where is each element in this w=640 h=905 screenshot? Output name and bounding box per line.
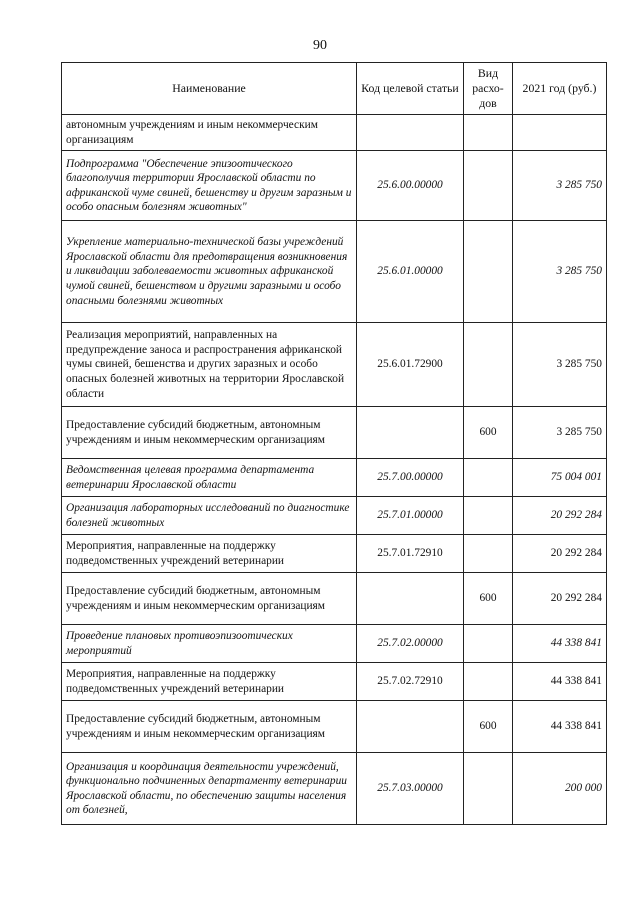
- row-type-cell: [464, 663, 513, 701]
- row-code-cell: 25.7.01.72910: [357, 535, 464, 573]
- row-type-cell: 600: [464, 407, 513, 459]
- row-type-cell: 600: [464, 573, 513, 625]
- row-amount-cell: 3 285 750: [513, 151, 607, 221]
- table-body: [62, 115, 607, 825]
- table-row: [62, 753, 607, 825]
- row-amount-cell: 44 338 841: [513, 701, 607, 753]
- table-row: [62, 151, 607, 221]
- row-code-cell: 25.7.00.00000: [357, 459, 464, 497]
- row-amount-cell: 20 292 284: [513, 497, 607, 535]
- row-type-cell: [464, 151, 513, 221]
- row-name-cell: Предоставление субсидий бюджетным, автономным учреждениям и иным некоммерческим организациям: [62, 407, 357, 459]
- table-row: [62, 535, 607, 573]
- header-amount: 2021 год (руб.): [513, 63, 607, 115]
- row-code-cell: [357, 115, 464, 151]
- row-code-cell: 25.6.01.00000: [357, 221, 464, 323]
- row-type-cell: [464, 625, 513, 663]
- header-name: Наименование: [62, 63, 357, 115]
- row-amount-cell: 20 292 284: [513, 573, 607, 625]
- row-name-cell: Организация лабораторных исследований по диагностике болезней животных: [62, 497, 357, 535]
- row-type-cell: [464, 497, 513, 535]
- table-row: [62, 407, 607, 459]
- row-amount-cell: 200 000: [513, 753, 607, 825]
- row-amount-cell: 3 285 750: [513, 407, 607, 459]
- row-amount-cell: 20 292 284: [513, 535, 607, 573]
- row-name-cell: Ведомственная целевая программа департамента ветеринарии Ярославской области: [62, 459, 357, 497]
- row-amount-cell: [513, 115, 607, 151]
- row-name-cell: Укрепление материально-технической базы учреждений Ярославской области для предотвращения возникновения и ликвидации заболеваемости животных африканской чумой свиней, бешенством и другими заразными и особо опасными болезнями животных: [62, 221, 357, 323]
- row-type-cell: 600: [464, 701, 513, 753]
- row-name-cell: Предоставление субсидий бюджетным, автономным учреждениям и иным некоммерческим организациям: [62, 573, 357, 625]
- row-amount-cell: 3 285 750: [513, 221, 607, 323]
- row-code-cell: [357, 407, 464, 459]
- row-name-cell: Подпрограмма "Обеспечение эпизоотического благополучия территории Ярославской области по африканской чуме свиней, бешенству и другим заразным и особо опасным болезням животных": [62, 151, 357, 221]
- table-row: [62, 701, 607, 753]
- row-type-cell: [464, 323, 513, 407]
- row-code-cell: 25.6.01.72900: [357, 323, 464, 407]
- row-amount-cell: 44 338 841: [513, 625, 607, 663]
- row-code-cell: 25.6.00.00000: [357, 151, 464, 221]
- table-row: [62, 573, 607, 625]
- page-number: 90: [313, 38, 327, 53]
- row-code-cell: 25.7.02.72910: [357, 663, 464, 701]
- header-type: Вид расхо-дов: [464, 63, 513, 115]
- row-type-cell: [464, 115, 513, 151]
- table-header-row: [62, 63, 607, 115]
- row-name-cell: автономным учреждениям и иным некоммерческим организациям: [62, 115, 357, 151]
- row-type-cell: [464, 221, 513, 323]
- row-code-cell: 25.7.01.00000: [357, 497, 464, 535]
- row-name-cell: Организация и координация деятельности учреждений, функционально подчиненных департаменту ветеринарии Ярославской области, по обеспечению защиты населения от болезней,: [62, 753, 357, 825]
- row-name-cell: Предоставление субсидий бюджетным, автономным учреждениям и иным некоммерческим организациям: [62, 701, 357, 753]
- table-row: [62, 663, 607, 701]
- row-type-cell: [464, 535, 513, 573]
- row-name-cell: Мероприятия, направленные на поддержку подведомственных учреждений ветеринарии: [62, 535, 357, 573]
- row-type-cell: [464, 459, 513, 497]
- row-code-cell: [357, 701, 464, 753]
- row-name-cell: Реализация мероприятий, направленных на предупреждение заноса и распространения африканской чумы свиней, бешенства и других заразных и особо опасных болезней животных на территории Ярославской области: [62, 323, 357, 407]
- row-code-cell: 25.7.02.00000: [357, 625, 464, 663]
- table-row: [62, 221, 607, 323]
- table-row: [62, 625, 607, 663]
- row-code-cell: [357, 573, 464, 625]
- row-type-cell: [464, 753, 513, 825]
- table-row: [62, 497, 607, 535]
- header-code: Код целевой статьи: [357, 63, 464, 115]
- row-amount-cell: 44 338 841: [513, 663, 607, 701]
- table-row: [62, 115, 607, 151]
- row-amount-cell: 75 004 001: [513, 459, 607, 497]
- budget-table: [61, 62, 607, 825]
- table-row: [62, 323, 607, 407]
- row-name-cell: Мероприятия, направленные на поддержку подведомственных учреждений ветеринарии: [62, 663, 357, 701]
- row-amount-cell: 3 285 750: [513, 323, 607, 407]
- row-name-cell: Проведение плановых противоэпизоотических мероприятий: [62, 625, 357, 663]
- table-row: [62, 459, 607, 497]
- row-code-cell: 25.7.03.00000: [357, 753, 464, 825]
